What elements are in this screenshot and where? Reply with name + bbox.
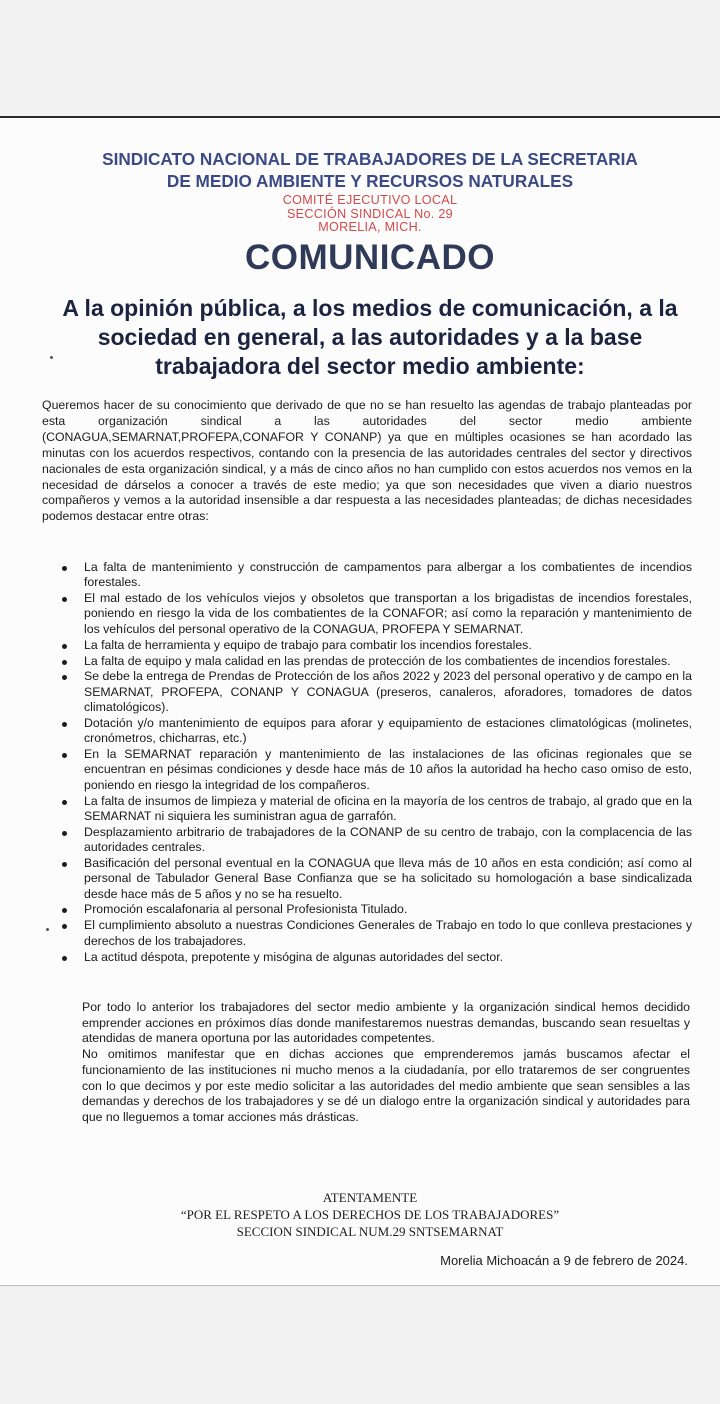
bullet-icon <box>62 753 67 758</box>
bullet-icon <box>62 675 67 680</box>
signing-section: SECCION SINDICAL NUM.29 SNTSEMARNAT <box>236 1224 504 1239</box>
list-item <box>60 950 692 965</box>
list-item-text: Basificación del personal eventual en la CONAGUA que lleva más de 10 años en esta condición; así como al personal de Tabulador General Base Confianza que se ha solicitado su homologación a base sindicalizada desde hace más de 5 años y no se ha resuelto. <box>84 855 692 901</box>
intro-text: Queremos hacer de su conocimiento que derivado de que no se han resuelto las agendas de trabajo planteadas por esta organización sindical a las autoridades del sector medio ambiente (CONAGUA,SEMARNAT,PROFEPA,CONAFOR Y CONANP) ya que en múltiples ocasiones se han acordado las minutas con los acuerdos respectivos, contando con la presencia de las autoridades centrales del sector y directivos nacionales de esta organización sindical, y a más de cinco años no han cumplido con estos acuerdos nos vemos en la necesidad de dárselos a conocer a través de este medio; ya que son necesidades que viven a diario nuestros compañeros y vemos a la autoridad insensible a dar respuesta a las necesidades planteadas; de dichas necesidades podemos destacar entre otras: <box>42 398 692 524</box>
bullet-icon <box>62 660 67 665</box>
section-name: SECCIÓN SINDICAL No. 29 <box>286 206 453 221</box>
list-item-text: Promoción escalafonaria al personal Profesionista Titulado. <box>84 902 408 917</box>
committee-name: COMITÉ EJECUTIVO LOCAL <box>282 193 458 207</box>
list-item-text: La falta de insumos de limpieza y material de oficina en la mayoría de los centros de trabajo, al grado que en la SEMARNAT ni siquiera les suministran agua de garrafón. <box>84 793 692 823</box>
dateline: Morelia Michoacán a 9 de febrero de 2024. <box>440 1253 688 1268</box>
bullet-icon <box>62 597 67 602</box>
list-item <box>60 747 692 793</box>
scan-speck <box>50 356 53 359</box>
list-item-text: La actitud déspota, prepotente y misógina de algunas autoridades del sector. <box>84 949 504 964</box>
regards-text: ATENTAMENTE <box>322 1190 418 1205</box>
list-item <box>60 918 692 949</box>
document-sheet <box>0 116 720 1286</box>
list-item-text: Dotación y/o mantenimiento de equipos para aforar y equipamiento de estaciones climatológicas (molinetes, cronómetros, chicharras, etc.) <box>84 715 692 746</box>
union-name-line-1: SINDICATO NACIONAL DE TRABAJADORES DE LA SECRETARIA <box>102 149 638 169</box>
list-item-text: La falta de mantenimiento y construcción de campamentos para albergar a los combatientes de incendios forestales. <box>84 560 692 590</box>
closing-paragraph-1: Por todo lo anterior los trabajadores del sector medio ambiente y la organización sindical hemos decidido emprender acciones en próximos días donde manifestaremos nuestras demandas, buscando sean resueltas y atendidas de manera oportuna por las autoridades competentes. <box>82 1000 690 1046</box>
list-item <box>60 591 692 637</box>
headline: A la opinión pública, a los medios de comunicación, a la sociedad en general, a las autoridades y a la base trabajadora del sector medio ambiente: <box>62 295 678 379</box>
motto-text: “POR EL RESPETO A LOS DERECHOS DE LOS TRABAJADORES” <box>180 1207 560 1222</box>
signature-block <box>130 1189 610 1240</box>
list-item <box>60 856 692 902</box>
list-item-text: Se debe la entrega de Prendas de Protección de los años 2022 y 2023 del personal operativo y de campo en la SEMARNAT, PROFEPA, CONANP Y CONAGUA (preseros, canaleros, aforadores, tomadores de datos climatológicos). <box>84 669 692 715</box>
list-item <box>60 638 692 653</box>
bullet-icon <box>62 644 67 649</box>
list-item-text: En la SEMARNAT reparación y mantenimiento de las instalaciones de las oficinas regionales que se encuentran en pésimas condiciones y desde hace más de 10 años la autoridad ha hecho caso omiso de esto, poniendo en riesgo la integridad de los compañeros. <box>84 747 692 792</box>
union-name-line-2: DE MEDIO AMBIENTE Y RECURSOS NATURALES <box>166 171 574 191</box>
bullet-icon <box>62 908 67 913</box>
bullet-icon <box>62 566 67 571</box>
document-title: COMUNICADO <box>245 238 495 277</box>
list-item <box>60 716 692 747</box>
bullet-icon <box>62 831 67 836</box>
list-item <box>60 794 692 825</box>
list-item-text: El mal estado de los vehículos viejos y obsoletos que transportan a los brigadistas de incendios forestales, poniendo en riesgo la vida de los combatientes de la CONAFOR; así como la reparación y mantenimiento de los vehículos del personal operativo de la CONAGUA, PROFEPA Y SEMARNAT. <box>84 591 692 636</box>
bullet-icon <box>62 956 67 961</box>
bullet-icon <box>62 924 67 929</box>
intro-paragraph <box>42 398 692 525</box>
list-item <box>60 654 692 669</box>
city-name: MORELIA, MICH. <box>318 220 422 234</box>
union-name <box>80 148 660 192</box>
list-item <box>60 825 692 856</box>
closing-paragraphs <box>82 1000 690 1126</box>
committee-block <box>220 194 520 235</box>
closing-paragraph-2: No omitimos manifestar que en dichas acciones que emprenderemos jamás buscamos afectar el funcionamiento de las instituciones ni mucho menos a la ciudadanía, por ello trataremos de ser congruentes con lo que decimos y por este medio solicitar a las autoridades del medio ambiente que sean sensibles a las demandas y derechos de los trabajadores y se dé un dialogo entre la organización sindical y autoridades para que no lleguemos a tomar acciones más drásticas. <box>82 1047 690 1124</box>
list-item <box>60 669 692 715</box>
list-item <box>60 560 692 591</box>
list-item-text: La falta de equipo y mala calidad en las prendas de protección de los combatientes de incendios forestales. <box>84 653 671 668</box>
list-item-text: El cumplimiento absoluto a nuestras Condiciones Generales de Trabajo en todo lo que conlleva prestaciones y derechos de los trabajadores. <box>84 918 692 948</box>
demands-list <box>60 560 692 965</box>
list-item <box>60 902 692 917</box>
list-item-text: Desplazamiento arbitrario de trabajadores de la CONANP de su centro de trabajo, con la complacencia de las autoridades centrales. <box>84 824 692 855</box>
bullet-icon <box>62 800 67 805</box>
bullet-icon <box>62 862 67 867</box>
bullet-icon <box>62 722 67 727</box>
list-item-text: La falta de herramienta y equipo de trabajo para combatir los incendios forestales. <box>84 637 532 652</box>
scan-speck <box>46 928 49 931</box>
